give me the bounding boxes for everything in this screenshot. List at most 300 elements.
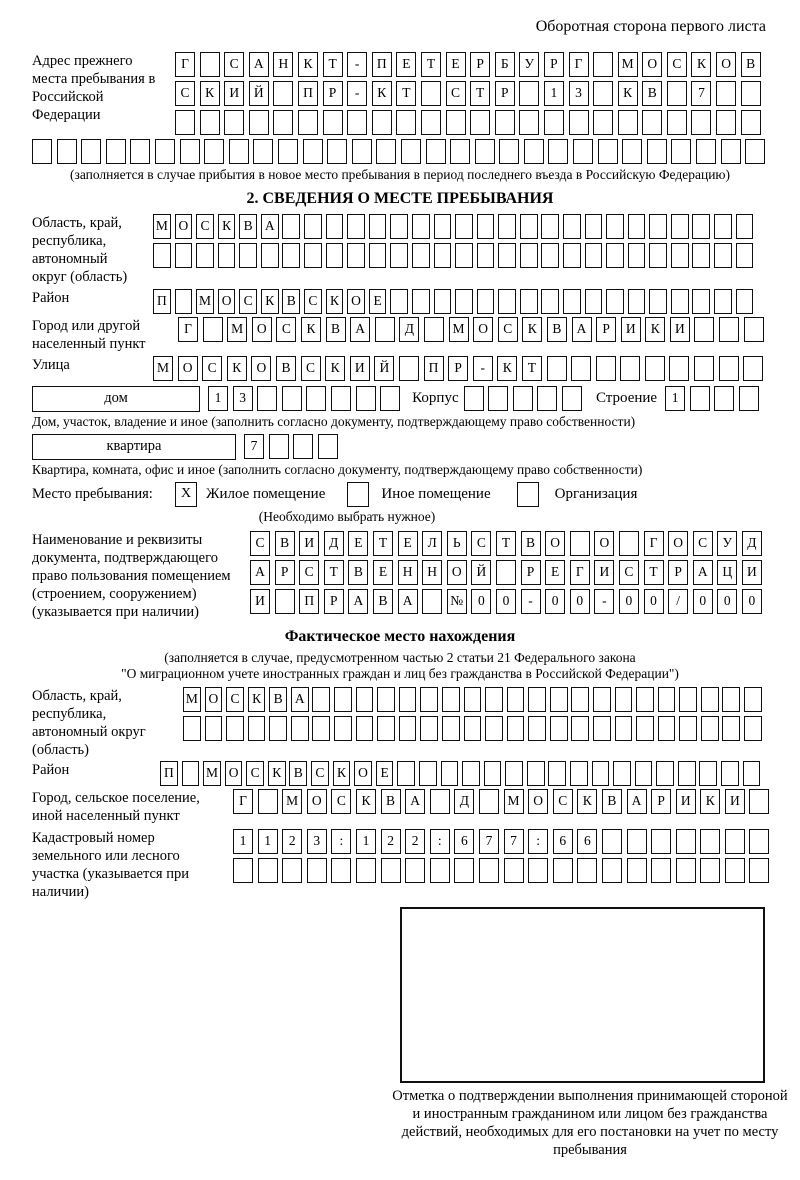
char-cell[interactable]: М [282, 789, 302, 814]
char-cell[interactable]: В [381, 789, 401, 814]
char-cell[interactable]: Г [175, 52, 195, 77]
char-cell[interactable]: К [700, 789, 720, 814]
char-cell[interactable] [691, 110, 711, 135]
char-cell[interactable]: Р [651, 789, 671, 814]
char-cell[interactable] [475, 139, 495, 164]
char-cell[interactable] [356, 858, 376, 883]
char-cell[interactable] [390, 214, 408, 239]
char-cell[interactable] [636, 687, 654, 712]
char-cell[interactable] [455, 289, 473, 314]
char-cell[interactable] [627, 829, 647, 854]
char-cell[interactable] [226, 716, 244, 741]
char-cell[interactable] [507, 716, 525, 741]
char-cell[interactable] [224, 110, 244, 135]
char-cell[interactable] [318, 434, 338, 459]
char-cell[interactable] [725, 858, 745, 883]
char-cell[interactable] [642, 110, 662, 135]
char-cell[interactable] [714, 386, 734, 411]
char-cell[interactable]: 0 [545, 589, 565, 614]
char-cell[interactable]: М [196, 289, 214, 314]
char-cell[interactable] [548, 139, 568, 164]
char-cell[interactable] [541, 243, 559, 268]
char-cell[interactable]: А [291, 687, 309, 712]
char-cell[interactable] [205, 716, 223, 741]
char-cell[interactable] [570, 761, 588, 786]
char-cell[interactable]: В [275, 531, 295, 556]
char-cell[interactable] [390, 243, 408, 268]
char-cell[interactable]: 7 [504, 829, 524, 854]
char-cell[interactable]: 1 [356, 829, 376, 854]
char-cell[interactable]: С [446, 81, 466, 106]
char-cell[interactable] [547, 356, 567, 381]
char-cell[interactable]: Ь [447, 531, 467, 556]
char-cell[interactable]: М [153, 356, 173, 381]
char-cell[interactable] [744, 716, 762, 741]
char-cell[interactable]: В [276, 356, 296, 381]
char-cell[interactable] [544, 110, 564, 135]
char-cell[interactable]: К [372, 81, 392, 106]
char-cell[interactable]: А [261, 214, 279, 239]
char-cell[interactable] [571, 687, 589, 712]
char-cell[interactable]: И [621, 317, 641, 342]
char-cell[interactable] [749, 858, 769, 883]
char-cell[interactable]: А [405, 789, 425, 814]
char-cell[interactable]: С [304, 289, 322, 314]
char-cell[interactable] [334, 687, 352, 712]
char-cell[interactable] [303, 139, 323, 164]
char-cell[interactable] [331, 386, 351, 411]
char-cell[interactable]: С [276, 317, 296, 342]
char-cell[interactable]: О [528, 789, 548, 814]
char-cell[interactable]: П [372, 52, 392, 77]
char-cell[interactable] [585, 214, 603, 239]
char-cell[interactable]: У [717, 531, 737, 556]
char-cell[interactable] [269, 434, 289, 459]
char-cell[interactable] [520, 289, 538, 314]
char-cell[interactable]: 3 [307, 829, 327, 854]
char-cell[interactable]: П [298, 81, 318, 106]
char-cell[interactable] [498, 214, 516, 239]
char-cell[interactable]: 7 [479, 829, 499, 854]
char-cell[interactable] [347, 110, 367, 135]
char-cell[interactable]: Л [422, 531, 442, 556]
char-cell[interactable]: Й [374, 356, 394, 381]
char-cell[interactable] [273, 81, 293, 106]
char-cell[interactable] [722, 716, 740, 741]
char-cell[interactable] [656, 761, 674, 786]
char-cell[interactable] [434, 214, 452, 239]
char-cell[interactable] [593, 110, 613, 135]
char-cell[interactable] [446, 110, 466, 135]
char-cell[interactable]: К [301, 317, 321, 342]
char-cell[interactable] [424, 317, 444, 342]
char-cell[interactable]: В [741, 52, 761, 77]
char-cell[interactable] [498, 289, 516, 314]
char-cell[interactable]: В [373, 589, 393, 614]
char-cell[interactable]: К [618, 81, 638, 106]
char-cell[interactable]: Г [233, 789, 253, 814]
char-cell[interactable] [541, 214, 559, 239]
char-cell[interactable]: 2 [282, 829, 302, 854]
char-cell[interactable] [399, 356, 419, 381]
char-cell[interactable]: Й [249, 81, 269, 106]
char-cell[interactable]: К [261, 289, 279, 314]
char-cell[interactable]: М [153, 214, 171, 239]
char-cell[interactable] [527, 761, 545, 786]
char-cell[interactable]: 3 [233, 386, 253, 411]
char-cell[interactable] [628, 243, 646, 268]
char-cell[interactable]: С [331, 789, 351, 814]
char-cell[interactable] [570, 531, 590, 556]
char-cell[interactable] [352, 139, 372, 164]
char-cell[interactable]: С [226, 687, 244, 712]
char-cell[interactable] [671, 243, 689, 268]
char-cell[interactable] [218, 243, 236, 268]
char-cell[interactable] [399, 716, 417, 741]
char-cell[interactable] [620, 356, 640, 381]
char-cell[interactable]: О [205, 687, 223, 712]
char-cell[interactable]: 0 [693, 589, 713, 614]
char-cell[interactable]: Р [596, 317, 616, 342]
char-cell[interactable]: Е [396, 52, 416, 77]
char-cell[interactable] [592, 761, 610, 786]
char-cell[interactable] [699, 761, 717, 786]
char-cell[interactable]: А [627, 789, 647, 814]
char-cell[interactable] [528, 716, 546, 741]
char-cell[interactable] [719, 317, 739, 342]
char-cell[interactable] [593, 81, 613, 106]
char-cell[interactable] [470, 110, 490, 135]
char-cell[interactable]: К [200, 81, 220, 106]
stay-option-residential-checkbox[interactable]: X [175, 482, 197, 507]
char-cell[interactable] [334, 716, 352, 741]
char-cell[interactable] [282, 386, 302, 411]
char-cell[interactable] [488, 386, 508, 411]
char-cell[interactable]: Р [668, 560, 688, 585]
char-cell[interactable]: 1 [544, 81, 564, 106]
char-cell[interactable]: И [742, 560, 762, 585]
char-cell[interactable]: С [299, 560, 319, 585]
char-cell[interactable] [275, 589, 295, 614]
char-cell[interactable] [743, 761, 761, 786]
char-cell[interactable]: М [618, 52, 638, 77]
char-cell[interactable] [725, 829, 745, 854]
char-cell[interactable] [714, 243, 732, 268]
char-cell[interactable]: 6 [577, 829, 597, 854]
char-cell[interactable] [563, 214, 581, 239]
char-cell[interactable] [397, 761, 415, 786]
char-cell[interactable] [200, 110, 220, 135]
char-cell[interactable]: О [716, 52, 736, 77]
char-cell[interactable] [326, 243, 344, 268]
char-cell[interactable]: С [301, 356, 321, 381]
char-cell[interactable]: Р [495, 81, 515, 106]
char-cell[interactable]: С [246, 761, 264, 786]
char-cell[interactable]: П [160, 761, 178, 786]
char-cell[interactable] [412, 243, 430, 268]
char-cell[interactable] [182, 761, 200, 786]
char-cell[interactable] [647, 139, 667, 164]
char-cell[interactable] [312, 687, 330, 712]
char-cell[interactable]: С [619, 560, 639, 585]
char-cell[interactable] [722, 687, 740, 712]
char-cell[interactable] [312, 716, 330, 741]
char-cell[interactable] [130, 139, 150, 164]
char-cell[interactable] [347, 214, 365, 239]
char-cell[interactable]: Е [446, 52, 466, 77]
char-cell[interactable]: 0 [496, 589, 516, 614]
char-cell[interactable] [714, 289, 732, 314]
char-cell[interactable]: О [473, 317, 493, 342]
char-cell[interactable] [293, 434, 313, 459]
char-cell[interactable] [153, 243, 171, 268]
char-cell[interactable]: С [224, 52, 244, 77]
char-cell[interactable] [541, 289, 559, 314]
char-cell[interactable] [519, 81, 539, 106]
char-cell[interactable] [613, 761, 631, 786]
char-cell[interactable] [462, 761, 480, 786]
char-cell[interactable] [615, 687, 633, 712]
char-cell[interactable]: К [268, 761, 286, 786]
char-cell[interactable] [269, 716, 287, 741]
char-cell[interactable] [741, 81, 761, 106]
char-cell[interactable]: С [311, 761, 329, 786]
char-cell[interactable]: Р [275, 560, 295, 585]
char-cell[interactable] [455, 214, 473, 239]
char-cell[interactable]: Б [495, 52, 515, 77]
char-cell[interactable] [356, 386, 376, 411]
char-cell[interactable] [485, 716, 503, 741]
char-cell[interactable]: М [504, 789, 524, 814]
char-cell[interactable] [291, 716, 309, 741]
char-cell[interactable] [635, 761, 653, 786]
char-cell[interactable]: П [153, 289, 171, 314]
char-cell[interactable]: А [693, 560, 713, 585]
char-cell[interactable]: В [521, 531, 541, 556]
char-cell[interactable] [585, 243, 603, 268]
char-cell[interactable] [57, 139, 77, 164]
char-cell[interactable]: Е [545, 560, 565, 585]
char-cell[interactable] [596, 356, 616, 381]
char-cell[interactable] [401, 139, 421, 164]
char-cell[interactable] [513, 386, 533, 411]
char-cell[interactable] [399, 687, 417, 712]
char-cell[interactable] [714, 214, 732, 239]
char-cell[interactable]: 3 [569, 81, 589, 106]
char-cell[interactable]: С [250, 531, 270, 556]
char-cell[interactable] [658, 687, 676, 712]
char-cell[interactable] [369, 214, 387, 239]
char-cell[interactable]: Д [324, 531, 344, 556]
char-cell[interactable]: - [594, 589, 614, 614]
char-cell[interactable] [377, 716, 395, 741]
char-cell[interactable] [257, 386, 277, 411]
char-cell[interactable]: Н [422, 560, 442, 585]
char-cell[interactable]: С [498, 317, 518, 342]
char-cell[interactable]: О [178, 356, 198, 381]
char-cell[interactable]: В [642, 81, 662, 106]
char-cell[interactable] [239, 243, 257, 268]
char-cell[interactable]: : [430, 829, 450, 854]
char-cell[interactable] [155, 139, 175, 164]
char-cell[interactable]: С [553, 789, 573, 814]
char-cell[interactable] [420, 716, 438, 741]
char-cell[interactable]: 0 [742, 589, 762, 614]
char-cell[interactable] [420, 687, 438, 712]
stay-option-organization-checkbox[interactable] [517, 482, 539, 507]
char-cell[interactable]: Е [376, 761, 394, 786]
char-cell[interactable]: О [251, 356, 271, 381]
char-cell[interactable] [569, 110, 589, 135]
char-cell[interactable] [606, 243, 624, 268]
char-cell[interactable] [520, 214, 538, 239]
char-cell[interactable]: - [521, 589, 541, 614]
char-cell[interactable] [671, 139, 691, 164]
char-cell[interactable] [421, 81, 441, 106]
char-cell[interactable]: Р [448, 356, 468, 381]
char-cell[interactable] [721, 139, 741, 164]
char-cell[interactable]: М [449, 317, 469, 342]
char-cell[interactable] [577, 858, 597, 883]
char-cell[interactable]: М [227, 317, 247, 342]
char-cell[interactable] [454, 858, 474, 883]
char-cell[interactable]: 1 [233, 829, 253, 854]
char-cell[interactable] [562, 386, 582, 411]
char-cell[interactable] [615, 716, 633, 741]
char-cell[interactable] [692, 289, 710, 314]
char-cell[interactable]: Р [470, 52, 490, 77]
char-cell[interactable] [741, 110, 761, 135]
char-cell[interactable]: С [693, 531, 713, 556]
char-cell[interactable] [258, 789, 278, 814]
char-cell[interactable]: Е [373, 560, 393, 585]
char-cell[interactable] [441, 761, 459, 786]
char-cell[interactable] [282, 243, 300, 268]
char-cell[interactable]: К [333, 761, 351, 786]
char-cell[interactable] [700, 858, 720, 883]
char-cell[interactable]: А [348, 589, 368, 614]
char-cell[interactable] [716, 110, 736, 135]
char-cell[interactable]: К [248, 687, 266, 712]
char-cell[interactable] [524, 139, 544, 164]
char-cell[interactable] [744, 687, 762, 712]
char-cell[interactable]: Е [369, 289, 387, 314]
char-cell[interactable] [716, 81, 736, 106]
char-cell[interactable] [743, 356, 763, 381]
char-cell[interactable] [645, 356, 665, 381]
char-cell[interactable] [183, 716, 201, 741]
char-cell[interactable] [504, 858, 524, 883]
char-cell[interactable] [485, 687, 503, 712]
char-cell[interactable] [696, 139, 716, 164]
char-cell[interactable] [651, 858, 671, 883]
char-cell[interactable] [606, 214, 624, 239]
char-cell[interactable]: Г [644, 531, 664, 556]
char-cell[interactable] [678, 761, 696, 786]
char-cell[interactable] [203, 317, 223, 342]
char-cell[interactable] [455, 243, 473, 268]
char-cell[interactable]: № [447, 589, 467, 614]
char-cell[interactable]: 7 [244, 434, 264, 459]
char-cell[interactable]: 2 [405, 829, 425, 854]
char-cell[interactable] [701, 716, 719, 741]
char-cell[interactable] [258, 858, 278, 883]
char-cell[interactable]: К [325, 356, 345, 381]
char-cell[interactable] [421, 110, 441, 135]
char-cell[interactable] [636, 716, 654, 741]
char-cell[interactable] [736, 289, 754, 314]
char-cell[interactable] [669, 356, 689, 381]
char-cell[interactable] [585, 289, 603, 314]
char-cell[interactable]: 0 [471, 589, 491, 614]
char-cell[interactable]: С [202, 356, 222, 381]
char-cell[interactable] [175, 243, 193, 268]
char-cell[interactable]: Е [398, 531, 418, 556]
char-cell[interactable]: В [326, 317, 346, 342]
char-cell[interactable] [442, 687, 460, 712]
char-cell[interactable] [196, 243, 214, 268]
char-cell[interactable] [106, 139, 126, 164]
char-cell[interactable]: Т [396, 81, 416, 106]
char-cell[interactable]: : [528, 829, 548, 854]
char-cell[interactable] [749, 829, 769, 854]
char-cell[interactable]: А [572, 317, 592, 342]
char-cell[interactable]: 0 [570, 589, 590, 614]
char-cell[interactable] [477, 289, 495, 314]
char-cell[interactable]: С [471, 531, 491, 556]
char-cell[interactable] [519, 110, 539, 135]
char-cell[interactable] [369, 243, 387, 268]
char-cell[interactable]: В [289, 761, 307, 786]
char-cell[interactable]: Т [421, 52, 441, 77]
char-cell[interactable] [495, 110, 515, 135]
char-cell[interactable] [229, 139, 249, 164]
char-cell[interactable]: М [183, 687, 201, 712]
stay-option-other-checkbox[interactable] [347, 482, 369, 507]
char-cell[interactable] [571, 716, 589, 741]
char-cell[interactable] [602, 858, 622, 883]
char-cell[interactable] [347, 243, 365, 268]
char-cell[interactable] [175, 289, 193, 314]
char-cell[interactable] [667, 81, 687, 106]
char-cell[interactable]: - [347, 52, 367, 77]
char-cell[interactable]: И [350, 356, 370, 381]
char-cell[interactable] [749, 789, 769, 814]
char-cell[interactable]: К [326, 289, 344, 314]
char-cell[interactable] [671, 289, 689, 314]
char-cell[interactable]: В [602, 789, 622, 814]
char-cell[interactable] [622, 139, 642, 164]
char-cell[interactable] [434, 243, 452, 268]
char-cell[interactable]: С [667, 52, 687, 77]
char-cell[interactable] [479, 858, 499, 883]
char-cell[interactable]: И [725, 789, 745, 814]
char-cell[interactable] [553, 858, 573, 883]
char-cell[interactable]: Т [324, 560, 344, 585]
char-cell[interactable] [261, 243, 279, 268]
char-cell[interactable] [253, 139, 273, 164]
char-cell[interactable]: Т [644, 560, 664, 585]
char-cell[interactable] [548, 761, 566, 786]
char-cell[interactable] [649, 289, 667, 314]
char-cell[interactable] [528, 687, 546, 712]
char-cell[interactable]: И [250, 589, 270, 614]
char-cell[interactable]: Т [496, 531, 516, 556]
char-cell[interactable]: 6 [454, 829, 474, 854]
char-cell[interactable] [372, 110, 392, 135]
char-cell[interactable] [477, 243, 495, 268]
char-cell[interactable] [430, 789, 450, 814]
